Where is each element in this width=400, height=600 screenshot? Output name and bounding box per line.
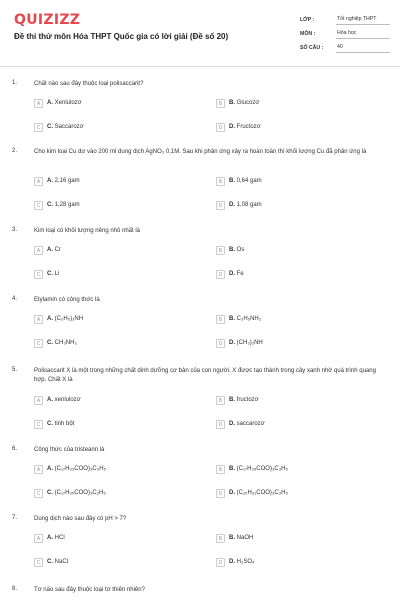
option-key-box: A — [34, 246, 43, 255]
option-c[interactable] — [34, 557, 68, 567]
option-c[interactable] — [34, 338, 77, 348]
question-text: Kim loại có khối lượng riêng nhỏ nhất là — [34, 228, 141, 234]
question-number: 8. — [12, 586, 18, 592]
meta-value: 40 — [336, 43, 390, 53]
option-label: D. (CH₃)₂NH — [229, 340, 263, 346]
option-b[interactable] — [216, 176, 262, 186]
option-label: C. 1,28 gam — [47, 202, 80, 208]
option-a[interactable] — [34, 395, 81, 405]
option-key-box: A — [34, 465, 43, 474]
meta-label: MÔN : — [300, 31, 316, 37]
option-key-box: B — [216, 465, 225, 474]
option-c[interactable] — [34, 488, 106, 498]
option-b[interactable] — [216, 533, 253, 543]
option-label: A. (C₂H₅)₂NH — [47, 316, 84, 322]
question-text: Cho kim loại Cu dư vào 200 ml dung dịch AgNO₃ 0,1M. Sau khi phản ứng xảy ra hoàn toàn thì khối lượng Cu đã phản ứng là — [34, 149, 367, 155]
option-label: D. saccarozơ — [229, 421, 265, 427]
option-key-box: C — [34, 420, 43, 429]
question-number: 1. — [12, 80, 18, 86]
option-label: D. Fe — [229, 271, 244, 277]
option-key-box: C — [34, 558, 43, 567]
option-d[interactable] — [216, 269, 244, 279]
option-key-box: B — [216, 99, 225, 108]
option-d[interactable] — [216, 557, 254, 567]
option-label: C. tinh bột — [47, 421, 75, 427]
option-label: D. (C₁₅H₃₁COO)₃C₃H₅ — [229, 490, 288, 496]
question-text: Tơ nào sau đây thuộc loại tơ thiên nhiên? — [34, 587, 145, 593]
option-key-box: D — [216, 420, 225, 429]
question-text: Dung dịch nào sau đây có pH > 7? — [34, 516, 127, 522]
option-key-box: D — [216, 339, 225, 348]
quizizz-logo: QUIZIZZ — [14, 12, 81, 28]
option-key-box: D — [216, 558, 225, 567]
option-label: B. fructozơ — [229, 397, 259, 403]
option-label: B. NaOH — [229, 535, 254, 541]
option-key-box: C — [34, 201, 43, 210]
option-label: C. CH₃NH₂ — [47, 340, 77, 346]
question-number: 6. — [12, 446, 18, 452]
option-b[interactable] — [216, 245, 244, 255]
option-c[interactable] — [34, 419, 74, 429]
option-label: A. 2,16 gam — [47, 178, 80, 184]
meta-label: SỐ CÂU : — [300, 45, 324, 51]
option-d[interactable] — [216, 488, 288, 498]
option-c[interactable] — [34, 122, 84, 132]
option-a[interactable] — [34, 533, 65, 543]
option-key-box: B — [216, 396, 225, 405]
option-key-box: B — [216, 177, 225, 186]
option-label: A. xenlulozơ — [47, 397, 81, 403]
option-label: C. Saccarozơ — [47, 124, 84, 130]
option-key-box: A — [34, 534, 43, 543]
page-title: Đề thi thử môn Hóa THPT Quốc gia có lời giải (Đề số 20) — [14, 32, 229, 41]
option-key-box: C — [34, 489, 43, 498]
option-label: D. Fructozơ — [229, 124, 261, 130]
exam-meta — [300, 13, 390, 55]
option-a[interactable] — [34, 464, 106, 474]
option-label: A. (C₁₇H₃₃COO)₃C₃H₅ — [47, 466, 106, 472]
meta-row-count — [300, 41, 390, 55]
header-divider — [0, 66, 400, 67]
option-label: A. HCl — [47, 535, 65, 541]
option-key-box: B — [216, 315, 225, 324]
question-text: Công thức của tristearin là — [34, 447, 105, 453]
option-key-box: D — [216, 123, 225, 132]
option-label: B. C₂H₅NH₂ — [229, 316, 262, 322]
option-key-box: A — [34, 177, 43, 186]
question-text: Etylamin có công thức là — [34, 297, 100, 303]
question-text: Polisaccarit X là một trong những chất dinh dưỡng cơ bản của con người. X được tạo thành trong cây xanh nhờ quá trình quang hợp. Chất X là — [34, 368, 376, 383]
option-label: B. Os — [229, 247, 245, 253]
option-c[interactable] — [34, 200, 80, 210]
question-number: 7. — [12, 515, 18, 521]
option-key-box: D — [216, 201, 225, 210]
option-label: A. Cr — [47, 247, 61, 253]
option-b[interactable] — [216, 314, 261, 324]
option-label: D. 1,08 gam — [229, 202, 262, 208]
option-d[interactable] — [216, 338, 263, 348]
option-d[interactable] — [216, 200, 262, 210]
meta-label: LỚP : — [300, 17, 315, 23]
option-b[interactable] — [216, 395, 259, 405]
option-c[interactable] — [34, 269, 59, 279]
option-label: A. Xenlulozơ — [47, 100, 82, 106]
option-d[interactable] — [216, 419, 265, 429]
meta-value: Hóa học — [336, 29, 390, 39]
option-key-box: C — [34, 123, 43, 132]
option-a[interactable] — [34, 245, 61, 255]
option-b[interactable] — [216, 464, 288, 474]
option-a[interactable] — [34, 98, 82, 108]
meta-row-class — [300, 13, 390, 27]
meta-value: Tốt nghiệp THPT — [336, 15, 390, 25]
option-a[interactable] — [34, 176, 80, 186]
option-label: C. (C₁₇H₃₅COO)₃C₂H₅ — [47, 490, 106, 496]
question-number: 5. — [12, 367, 18, 373]
option-a[interactable] — [34, 314, 83, 324]
option-key-box: D — [216, 270, 225, 279]
question-number: 4. — [12, 296, 18, 302]
option-label: C. Li — [47, 271, 60, 277]
option-label: B. Glucozơ — [229, 100, 260, 106]
option-label: D. H₂SO₄ — [229, 559, 255, 565]
option-label: B. 0,64 gam — [229, 178, 262, 184]
option-key-box: D — [216, 489, 225, 498]
question-number: 3. — [12, 227, 18, 233]
meta-row-subject — [300, 27, 390, 41]
option-key-box: A — [34, 99, 43, 108]
option-key-box: A — [34, 315, 43, 324]
option-key-box: A — [34, 396, 43, 405]
option-d[interactable] — [216, 122, 261, 132]
question-number: 2. — [12, 148, 18, 154]
option-key-box: C — [34, 339, 43, 348]
option-key-box: B — [216, 246, 225, 255]
option-key-box: B — [216, 534, 225, 543]
question-text: Chất nào sau đây thuộc loại polisaccarit? — [34, 81, 144, 87]
option-key-box: C — [34, 270, 43, 279]
option-b[interactable] — [216, 98, 259, 108]
option-label: C. NaCl — [47, 559, 69, 565]
option-label: B. (C₁₇H₃₅COO)₃C₃H₅ — [229, 466, 288, 472]
